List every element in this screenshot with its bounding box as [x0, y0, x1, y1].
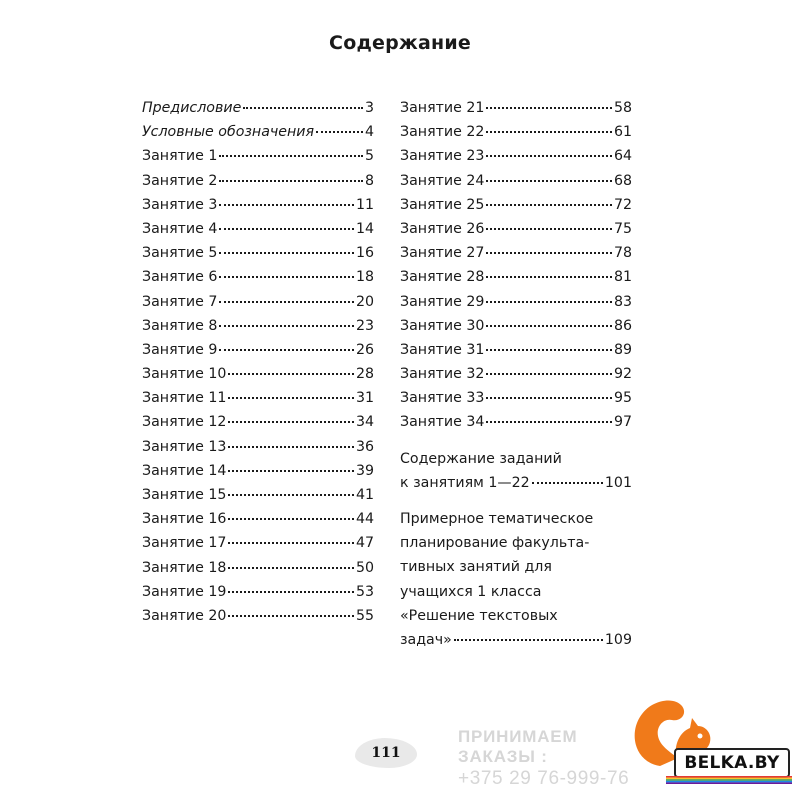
dot-leader	[219, 155, 363, 157]
toc-entry	[142, 241, 374, 265]
toc-entry-label: Занятие 13	[142, 438, 227, 455]
toc-entry-label: Занятие 21	[400, 100, 485, 116]
toc-entry-page: 3	[364, 100, 374, 116]
toc-right-column	[400, 96, 632, 652]
toc-entry	[400, 386, 632, 410]
toc-entry-page: 68	[613, 172, 632, 189]
dot-leader	[228, 373, 354, 375]
dot-leader	[219, 252, 354, 254]
toc-entry-label: Занятие 27	[400, 245, 485, 262]
toc-entry-page: 83	[613, 293, 632, 310]
toc-entry-page: 64	[613, 148, 632, 165]
toc-section-line: Примерное тематическое	[400, 511, 594, 527]
toc-entry-page: 86	[613, 317, 632, 334]
dot-leader	[219, 180, 363, 182]
toc-entry	[142, 96, 374, 120]
toc-entry-label: Занятие 20	[142, 607, 227, 624]
toc-entry-label: Занятие 5	[142, 245, 218, 262]
toc-entry	[142, 169, 374, 193]
toc-entry	[400, 96, 632, 120]
dot-leader	[228, 542, 354, 544]
dot-leader	[228, 615, 354, 617]
toc-entry	[142, 362, 374, 386]
toc-entry-label: Занятие 26	[400, 220, 485, 237]
toc-entry-label: Занятие 6	[142, 269, 218, 286]
toc-entry-label: Занятие 15	[142, 487, 227, 503]
toc-entry	[400, 120, 632, 144]
toc-entry	[142, 217, 374, 241]
toc-entry-page: 53	[355, 583, 374, 600]
toc-entry-label: Занятие 28	[400, 269, 485, 286]
toc-section	[400, 447, 632, 495]
dot-leader	[486, 421, 612, 423]
dot-leader	[243, 107, 363, 109]
toc-entry	[142, 314, 374, 338]
toc-entry-label: Занятие 18	[142, 559, 227, 576]
dot-leader	[486, 276, 612, 278]
toc-section-line: «Решение текстовых	[400, 607, 558, 624]
toc-entry-page: 89	[613, 341, 632, 358]
toc-entry-page: 75	[613, 220, 632, 237]
dot-leader	[228, 397, 354, 399]
toc-section-line: планирование факульта-	[400, 535, 590, 552]
toc-entry-label: Занятие 24	[400, 172, 485, 189]
dot-leader	[486, 155, 612, 157]
toc-entry-label: Занятие 32	[400, 366, 485, 383]
toc-entry-label: Занятие 19	[142, 583, 227, 600]
toc-entry-label: Занятие 9	[142, 341, 218, 358]
dot-leader	[219, 349, 354, 351]
toc-section-line: Содержание заданий	[400, 450, 562, 467]
toc-entry-label: Занятие 3	[142, 196, 218, 213]
toc-entry	[142, 386, 374, 410]
toc-entry-page: 58	[613, 100, 632, 116]
toc-entry-page: 11	[355, 196, 374, 213]
toc-entry-page: 55	[355, 607, 374, 624]
toc-entry-label: Занятие 31	[400, 341, 485, 358]
rainbow-stripes	[666, 776, 792, 784]
toc-entry-label: Занятие 23	[400, 148, 485, 165]
dot-leader	[486, 252, 612, 254]
dot-leader	[219, 276, 354, 278]
dot-leader	[228, 470, 354, 472]
brand-logo	[630, 692, 792, 792]
toc-entry-label: Занятие 1	[142, 148, 218, 165]
toc-entry-page: 20	[355, 293, 374, 310]
toc-entry-page: 36	[355, 438, 374, 455]
promo-line-1: ПРИНИМАЕМ ЗАКАЗЫ :	[458, 727, 578, 766]
toc-entry	[142, 580, 374, 604]
toc-entry-page: 47	[355, 535, 374, 552]
toc-entry	[142, 556, 374, 580]
toc-entry-page: 18	[355, 269, 374, 286]
toc-entry	[142, 435, 374, 459]
toc-entry-label: Занятие 16	[142, 511, 227, 528]
page-title: Содержание	[329, 32, 471, 54]
page-number-text: 111	[371, 745, 401, 761]
dot-leader	[486, 228, 612, 230]
promo-phone: +375 29 76-999-76	[458, 768, 630, 789]
brand-name: BELKA.BY	[674, 748, 790, 778]
dot-leader	[228, 421, 354, 423]
toc-entry	[400, 217, 632, 241]
toc-section-line: учащихся 1 класса	[400, 583, 542, 600]
toc-entry-page: 72	[613, 196, 632, 213]
dot-leader	[486, 349, 612, 351]
toc-entry-label: Занятие 14	[142, 462, 227, 479]
toc-entry-page: 41	[355, 487, 374, 503]
toc-entry	[400, 265, 632, 289]
dot-leader	[219, 204, 354, 206]
toc-entry-label: Занятие 11	[142, 390, 227, 407]
toc-section-last-line	[400, 628, 632, 652]
toc-entry-page: 8	[364, 172, 374, 189]
toc-section	[400, 507, 632, 652]
toc-entry	[142, 483, 374, 507]
page-number	[355, 738, 417, 768]
toc-entry-page: 97	[613, 414, 632, 431]
dot-leader	[486, 301, 612, 303]
toc-entry-label: Занятие 12	[142, 414, 227, 431]
toc-entry	[142, 531, 374, 555]
dot-leader	[486, 325, 612, 327]
dot-leader	[486, 373, 612, 375]
toc-entry-page: 23	[355, 317, 374, 334]
toc-entry-label: Условные обозначения	[142, 124, 315, 141]
toc-entry	[400, 410, 632, 434]
dot-leader	[219, 301, 354, 303]
toc-entry	[400, 193, 632, 217]
toc-entry	[400, 169, 632, 193]
dot-leader	[228, 494, 354, 496]
toc-entry-page: 44	[355, 511, 374, 528]
toc-entry-label: Занятие 29	[400, 293, 485, 310]
dot-leader	[219, 228, 354, 230]
toc-left-column	[142, 96, 374, 628]
toc-entry	[142, 120, 374, 144]
toc-entry-label: Занятие 10	[142, 366, 227, 383]
dot-leader	[228, 446, 354, 448]
toc-entry	[142, 410, 374, 434]
toc-entry-label: Занятие 34	[400, 414, 485, 431]
toc-entry-page: 14	[355, 220, 374, 237]
dot-leader	[454, 639, 603, 641]
toc-entry	[142, 265, 374, 289]
toc-entry-page: 61	[613, 124, 632, 141]
toc-entry-page: 81	[613, 269, 632, 286]
dot-leader	[219, 325, 354, 327]
toc-entry-page: 92	[613, 366, 632, 383]
toc-entry-label: к занятиям 1—22	[400, 474, 530, 491]
toc-entry-page: 34	[355, 414, 374, 431]
dot-leader	[316, 131, 363, 133]
toc-entry	[142, 459, 374, 483]
toc-entry-label: Занятие 25	[400, 196, 485, 213]
toc-entry	[400, 290, 632, 314]
toc-entry-page: 50	[355, 559, 374, 576]
toc-entry-page: 28	[355, 366, 374, 383]
toc-entry-page: 5	[364, 148, 374, 165]
toc-entry-label: Занятие 17	[142, 535, 227, 552]
toc-entry	[142, 290, 374, 314]
dot-leader	[532, 482, 603, 484]
toc-entry	[142, 193, 374, 217]
promo-watermark	[458, 727, 638, 790]
toc-section-line: тивных занятий для	[400, 559, 552, 576]
toc-entry	[400, 362, 632, 386]
toc-entry	[400, 144, 632, 168]
section-gap	[400, 495, 632, 507]
toc-section-last-line	[400, 471, 632, 495]
toc-entry-label: Занятие 22	[400, 124, 485, 141]
dot-leader	[486, 180, 612, 182]
dot-leader	[228, 591, 354, 593]
toc-entry	[142, 338, 374, 362]
toc-entry-page: 101	[604, 474, 632, 491]
toc-entry-label: Занятие 4	[142, 220, 218, 237]
dot-leader	[228, 518, 354, 520]
toc-entry-page: 78	[613, 245, 632, 262]
toc-entry	[142, 144, 374, 168]
dot-leader	[486, 204, 612, 206]
toc-entry-page: 4	[364, 124, 374, 141]
toc-entry-page: 109	[604, 631, 632, 648]
dot-leader	[486, 397, 612, 399]
toc-entry	[142, 604, 374, 628]
toc-entry	[400, 314, 632, 338]
toc-entry-label: Занятие 2	[142, 172, 218, 189]
toc-entry	[142, 507, 374, 531]
dot-leader	[486, 107, 612, 109]
toc-entry-label: Занятие 7	[142, 293, 218, 310]
toc-entry-page: 39	[355, 462, 374, 479]
dot-leader	[228, 567, 354, 569]
toc-entry-label: задач»	[400, 631, 452, 648]
toc-entry-page: 16	[355, 245, 374, 262]
dot-leader	[486, 131, 612, 133]
toc-entry	[400, 241, 632, 265]
toc-entry-label: Занятие 8	[142, 317, 218, 334]
section-gap	[400, 435, 632, 447]
toc-entry-page: 31	[355, 390, 374, 407]
toc-entry	[400, 338, 632, 362]
toc-entry-label: Занятие 33	[400, 390, 485, 407]
toc-entry-label: Предисловие	[142, 100, 242, 116]
toc-entry-page: 95	[613, 390, 632, 407]
toc-entry-label: Занятие 30	[400, 317, 485, 334]
toc-entry-page: 26	[355, 341, 374, 358]
